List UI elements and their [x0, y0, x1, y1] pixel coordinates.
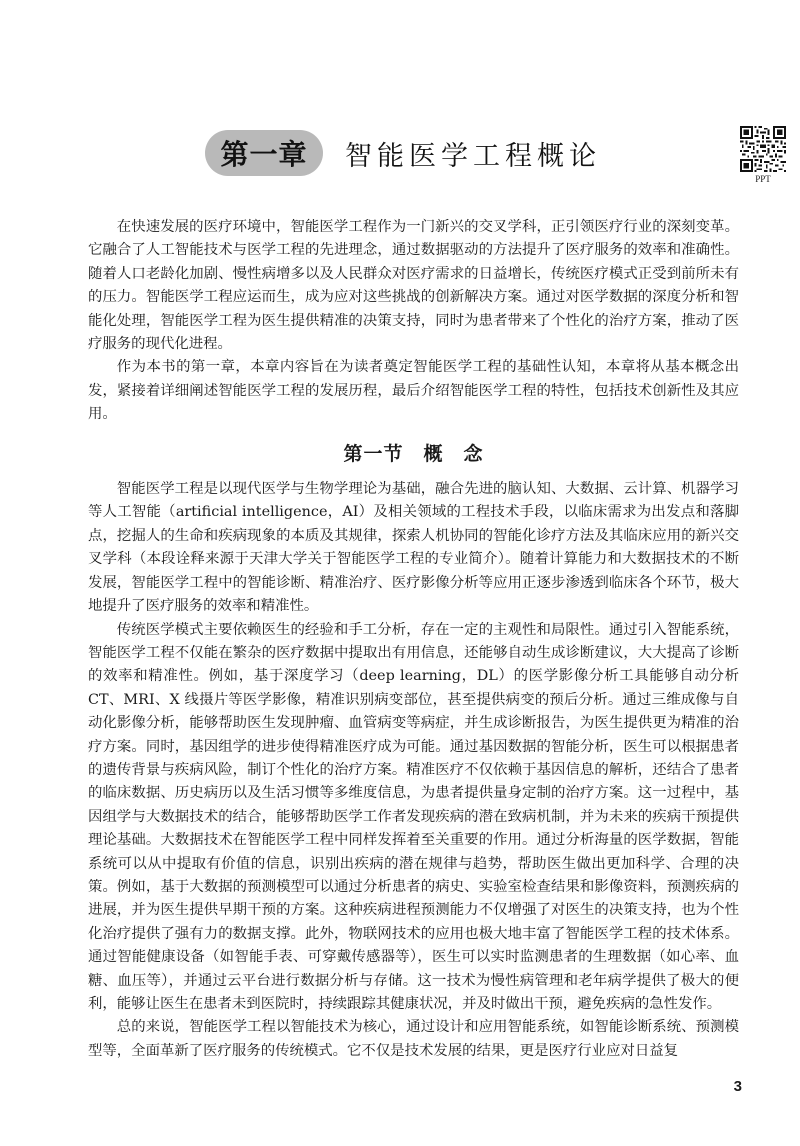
chapter-number: 第一章 [220, 138, 308, 171]
qr-code-icon[interactable] [740, 126, 786, 172]
page-content [88, 216, 739, 1063]
body-paragraph-2: 传统医学模式主要依赖医生的经验和手工分析，存在一定的主观性和局限性。通过引入智能系统，智能医学工程不仅能在繁杂的医疗数据中提取出有用信息，还能够自动生成诊断建议，大大提高了诊断的效率和精准性。例如，基于深度学习（deep learning，DL）的医学影像分析工具能够自动分析 CT、MRI、X 线摄片等医学影像，精准识别病变部位，甚至提供病变的预后分析。通过三维成像与自动化影像分析，能够帮助医生发现肿瘤、血管病变等病症，并生成诊断报告，为医生提供更为精准的治疗方案。同时，基因组学的进步使得精准医疗成为可能。通过基因数据的智能分析，医生可以根据患者的遗传背景与疾病风险，制订个性化的治疗方案。精准医疗不仅依赖于基因信息的解析，还结合了患者的临床数据、历史病历以及生活习惯等多维度信息，为患者提供量身定制的治疗方案。这一过程中，基因组学与大数据技术的结合，能够帮助医学工作者发现疾病的潜在致病机制，并为未来的疾病干预提供理论基础。大数据技术在智能医学工程中同样发挥着至关重要的作用。通过分析海量的医学数据，智能系统可以从中提取有价值的信息，识别出疾病的潜在规律与趋势，帮助医生做出更加科学、合理的决策。例如，基于大数据的预测模型可以通过分析患者的病史、实验室检查结果和影像资料，预测疾病的进展，并为医生提供早期干预的方案。这种疾病进程预测能力不仅增强了对医生的决策支持，也为个性化治疗提供了强有力的数据支撑。此外，物联网技术的应用也极大地丰富了智能医学工程的技术体系。通过智能健康设备（如智能手表、可穿戴传感器等），医生可以实时监测患者的生理数据（如心率、血糖、血压等），并通过云平台进行数据分析与存储。这一技术为慢性病管理和老年病学提供了极大的便利，能够让医生在患者未到医院时，持续跟踪其健康状况，并及时做出干预，避免疾病的急性发作。 [88, 621, 739, 1012]
qr-code-label: PPT [755, 174, 771, 184]
body-paragraph-1: 智能医学工程是以现代医学与生物学理论为基础，融合先进的脑认知、大数据、云计算、机器学习等人工智能（artificial intelligence，AI）及相关领域的工程技术手段，以临床需求为出发点和落脚点，挖掘人的生命和疾病现象的本质及其规律，探索人机协同的智能化诊疗方法及其临床应用的新兴交叉学科（本段诠释来源于天津大学关于智能医学工程的专业简介）。随着计算能力和大数据技术的不断发展，智能医学工程中的智能诊断、精准治疗、医疗影像分析等应用正逐步渗透到临床各个环节，极大地提升了医疗服务的效率和精准性。 [88, 481, 739, 615]
chapter-title: 智能医学工程概论 [345, 140, 601, 172]
chapter-header [205, 126, 601, 180]
section-number: 第一节 [343, 442, 404, 465]
page-number: 3 [733, 1078, 742, 1095]
chapter-number-badge [205, 128, 323, 178]
section-title [88, 443, 739, 466]
body-paragraph-3: 总的来说，智能医学工程以智能技术为核心，通过设计和应用智能系统，如智能诊断系统、预测模型等，全面革新了医疗服务的传统模式。它不仅是技术发展的结果，更是医疗行业应对日益复 [88, 1019, 739, 1059]
section-name: 概 念 [423, 442, 484, 465]
intro-paragraph-1: 在快速发展的医疗环境中，智能医学工程作为一门新兴的交叉学科，正引领医疗行业的深刻变革。它融合了人工智能技术与医学工程的先进理念，通过数据驱动的方法提升了医疗服务的效率和准确性。随着人口老龄化加剧、慢性病增多以及人民群众对医疗需求的日益增长，传统医疗模式正受到前所未有的压力。智能医学工程应运而生，成为应对这些挑战的创新解决方案。通过对医学数据的深度分析和智能化处理，智能医学工程为医生提供精准的决策支持，同时为患者带来了个性化的治疗方案，推动了医疗服务的现代化进程。 [88, 219, 739, 353]
intro-paragraph-2: 作为本书的第一章，本章内容旨在为读者奠定智能医学工程的基础性认知，本章将从基本概念出发，紧接着详细阐述智能医学工程的发展历程，最后介绍智能医学工程的特性，包括技术创新性及其应用。 [88, 359, 739, 423]
